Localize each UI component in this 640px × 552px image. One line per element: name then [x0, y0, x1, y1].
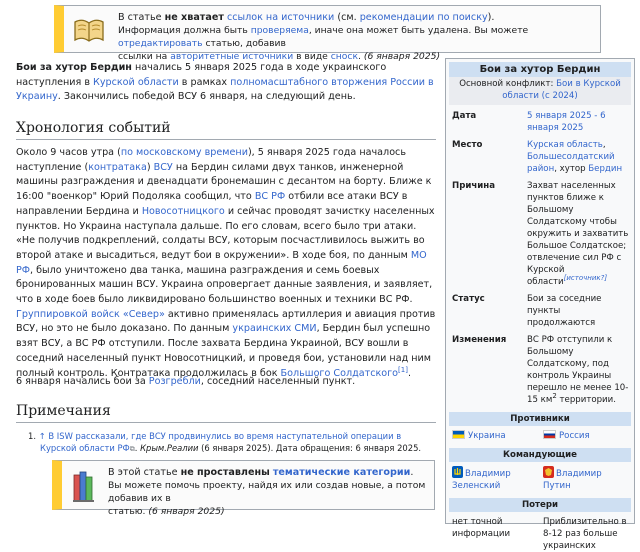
notice-text: статью. [108, 506, 149, 517]
link-invasion[interactable]: полномасштабного вторжения России в Украину [16, 76, 434, 103]
intro-text: в рамках [178, 76, 231, 88]
infobox-row-changes [449, 334, 631, 406]
notice-text: , иначе она может быть удалена. Вы можете [308, 25, 529, 36]
link-footnote[interactable]: сноск [330, 51, 359, 62]
body-text: . [407, 367, 412, 379]
conflict-label: Основной конфликт: [459, 79, 557, 89]
link-counterattack[interactable]: контратака [88, 161, 147, 173]
body-text: 6 января начались бои за [16, 376, 149, 387]
reference-1-link[interactable]: [1] [398, 365, 408, 374]
infobox-commanders [449, 466, 631, 492]
open-book-icon [72, 13, 106, 47]
section-heading-chronology: Хронология событий [16, 120, 436, 140]
link-place-kursk[interactable]: Курская область [527, 140, 603, 150]
russia-flag-icon [543, 430, 556, 439]
notice-bold: не хватает [164, 12, 224, 23]
infobox-header-opponents: Противники [449, 412, 631, 426]
notice-date: (6 января 2025) [363, 51, 441, 62]
row-key: Причина [452, 181, 496, 191]
row-value: Бои за соседние пункты продолжаются [527, 294, 602, 328]
row-value: Захват населенных пунктов ближе к Большому Солдатскому чтобы окружить и захватить Большое Солдатское; отвлечение сил РФ с Курской области [527, 181, 629, 287]
body-text: на Бердин силами двух танков, инженерной машины разграждения и двенадцати бронемашин с десантом на борту. Ближе к 16:00 "военкор" Юрий Подоляка сообщил, что [16, 161, 432, 203]
losses-ukraine: нет точной информации [452, 517, 511, 539]
notice-text: В этой статье [108, 467, 181, 478]
link-date[interactable]: 5 января 2025 - 6 января 2025 [527, 111, 606, 133]
citation-needed-link[interactable]: [источник?] [563, 274, 608, 283]
notice-no-categories [52, 460, 435, 517]
reference-date: (6 января 2025). Дата обращения: 6 января 2025. [198, 443, 422, 453]
body-text: , соседний населенный пункт. [200, 376, 356, 387]
jan6-paragraph [16, 376, 436, 387]
notice-bold: не проставлены [180, 467, 270, 478]
reference-number: 1. [28, 431, 36, 441]
ukraine-emblem-icon [452, 466, 463, 478]
infobox-header-losses: Потери [449, 498, 631, 512]
notice-text: Информация должна быть [118, 25, 251, 36]
body-text: , Бердин был успешно взят ВСУ, а ВС РФ отступили. После захвата Бердина Украиной, ВСУ вошли в соседний населенный пункт Новосотницкий, и проведя бои, установили над ним полный контроль. Контратака продолжилась в бок [16, 323, 432, 379]
reference-source: Крым.Реалии [140, 443, 199, 453]
intro-text: . Закончились победой ВСУ 6 января, на следующий день. [57, 91, 356, 103]
body-text: и сейчас проводят зачистку населенных пунктов. Но Украина наступала дальше. По его словам, всего было три атаки. «Не получив подкреплений, солдаты ВСУ, которым посчастливилось выжить во второй атаке и высадиться, ведут бои в окружении». В ходе боя, по данным [16, 205, 435, 261]
infobox-row-date [449, 110, 631, 134]
infobox-title: Бои за хутор Бердин [449, 62, 631, 77]
ukraine-flag-icon [452, 430, 465, 439]
superscript: 2 [552, 392, 557, 401]
link-moscow-time[interactable]: по московскому времени [120, 147, 248, 158]
infobox-row-cause [449, 180, 631, 288]
infobox-row-place: Место Курская область, Большесолдатский район, хутор Бердин [449, 139, 631, 175]
link-verifiable[interactable]: проверяема [250, 25, 309, 36]
row-key: Статус [452, 294, 485, 304]
notice-date: (6 января 2025) [148, 506, 225, 517]
notice-text: ссылки на [118, 51, 171, 62]
link-place-district[interactable]: Большесолдатский район [527, 152, 615, 174]
article-intro [16, 61, 436, 112]
section-heading-notes: Примечания [16, 403, 436, 423]
link-kursk-oblast[interactable]: Курской области [93, 76, 179, 88]
link-north-group[interactable]: Группировкой войск «Север» [16, 308, 165, 320]
link-putin[interactable]: Владимир Путин [543, 469, 602, 491]
reference-title-link[interactable]: В ISW рассказали, где ВСУ продвинулись во время наступательной операции в Курской области РФ [40, 431, 402, 453]
body-text: ), 5 января 2025 года началось наступление ( [16, 147, 406, 173]
link-bolshoe-soldatskoe[interactable]: Большого Солдатского [280, 367, 399, 379]
link-novosotnitsky[interactable]: Новосотницкого [141, 205, 225, 217]
body-text: активно применялась артиллерия и авиация против ВСУ, но это не было доказано. По данным [16, 308, 436, 335]
link-ukraine[interactable]: Украина [468, 431, 506, 441]
article-title-bold: Бои за хутор Бердин [16, 62, 132, 73]
body-text: отбили все атаки ВСУ в направлении Бердина и [16, 191, 408, 217]
link-reliable-sources[interactable]: авторитетные источники [170, 51, 294, 62]
infobox-opponents [449, 430, 631, 442]
link-vs-rf[interactable]: ВС РФ [254, 191, 286, 203]
infobox-header-commanders: Командующие [449, 448, 631, 462]
notice-missing-sources [54, 5, 601, 62]
notice-text: статью, добавив [202, 38, 286, 49]
infobox-row-status [449, 293, 631, 329]
body-text: Около 9 часов утра ( [16, 147, 121, 158]
infobox-conflict [449, 77, 631, 105]
row-value: ВС РФ отступили к Большому Солдатскому, под контроль Украины перешло не менее 10-15 км [527, 335, 629, 405]
notice-text: ). [487, 12, 495, 23]
external-link-icon: ⧉ [129, 445, 135, 453]
link-categories[interactable]: тематические категории [272, 467, 411, 478]
body-text: ) [146, 161, 154, 173]
row-value: территории. [556, 395, 616, 405]
link-edit[interactable]: отредактировать [118, 38, 203, 49]
body-text: , было уничтожено два танка, машина разграждения и семь боевых бронированных машин ВСУ. Украина опровергает данные заявления, и заявляет, что в ходе боев было ликвидировано большинство военных и техники ВС РФ. [16, 264, 433, 306]
link-sources[interactable]: ссылок на источники [226, 12, 335, 23]
link-search-guide[interactable]: рекомендации по поиску [359, 12, 488, 23]
reference-item: 1. ↑ В ISW рассказали, где ВСУ продвинулись во время наступательной операции в Курской области РФ⧉. Крым.Реалии (6 января 2025). Дата обращения: 6 января 2025. [28, 431, 422, 453]
notice-text: (см. [334, 12, 360, 23]
row-value: , хутор [554, 164, 589, 174]
notice-text: в виде [293, 51, 331, 62]
link-russia[interactable]: Россия [559, 431, 590, 441]
link-kursk-battles[interactable]: Бои в Курской области (с 2024) [502, 79, 621, 101]
books-icon [72, 469, 96, 503]
link-zelensky[interactable]: Владимир Зеленский [452, 469, 511, 491]
russia-emblem-icon [543, 466, 554, 478]
row-key: Место [452, 140, 483, 150]
link-place-berdin[interactable]: Бердин [588, 164, 623, 174]
intro-text: начались 5 января 2025 года в ходе украинского наступления в [16, 62, 387, 88]
infobox-losses [449, 516, 631, 552]
notice-text: В статье [118, 12, 165, 23]
notice-text: . [410, 467, 414, 478]
infobox [445, 58, 635, 551]
row-key: Изменения [452, 335, 507, 345]
link-vsu[interactable]: ВСУ [153, 161, 173, 173]
link-mo-rf[interactable]: МО РФ [16, 249, 427, 276]
references-list [28, 430, 433, 455]
link-ukrainian-media[interactable]: украинских СМИ [232, 323, 317, 335]
notice-text: Вы можете помочь проекту, найдя их или создав новые, а потом добавив их в [108, 480, 426, 504]
notice-text: . [358, 51, 364, 62]
row-key: Дата [452, 111, 477, 121]
losses-russia: Приблизительно в 8-12 раз больше украинских [543, 517, 627, 551]
link-rozgrebli[interactable]: Розгребли [148, 376, 201, 387]
reference-backlink[interactable]: ↑ [38, 431, 46, 441]
chronology-paragraph [16, 146, 436, 381]
